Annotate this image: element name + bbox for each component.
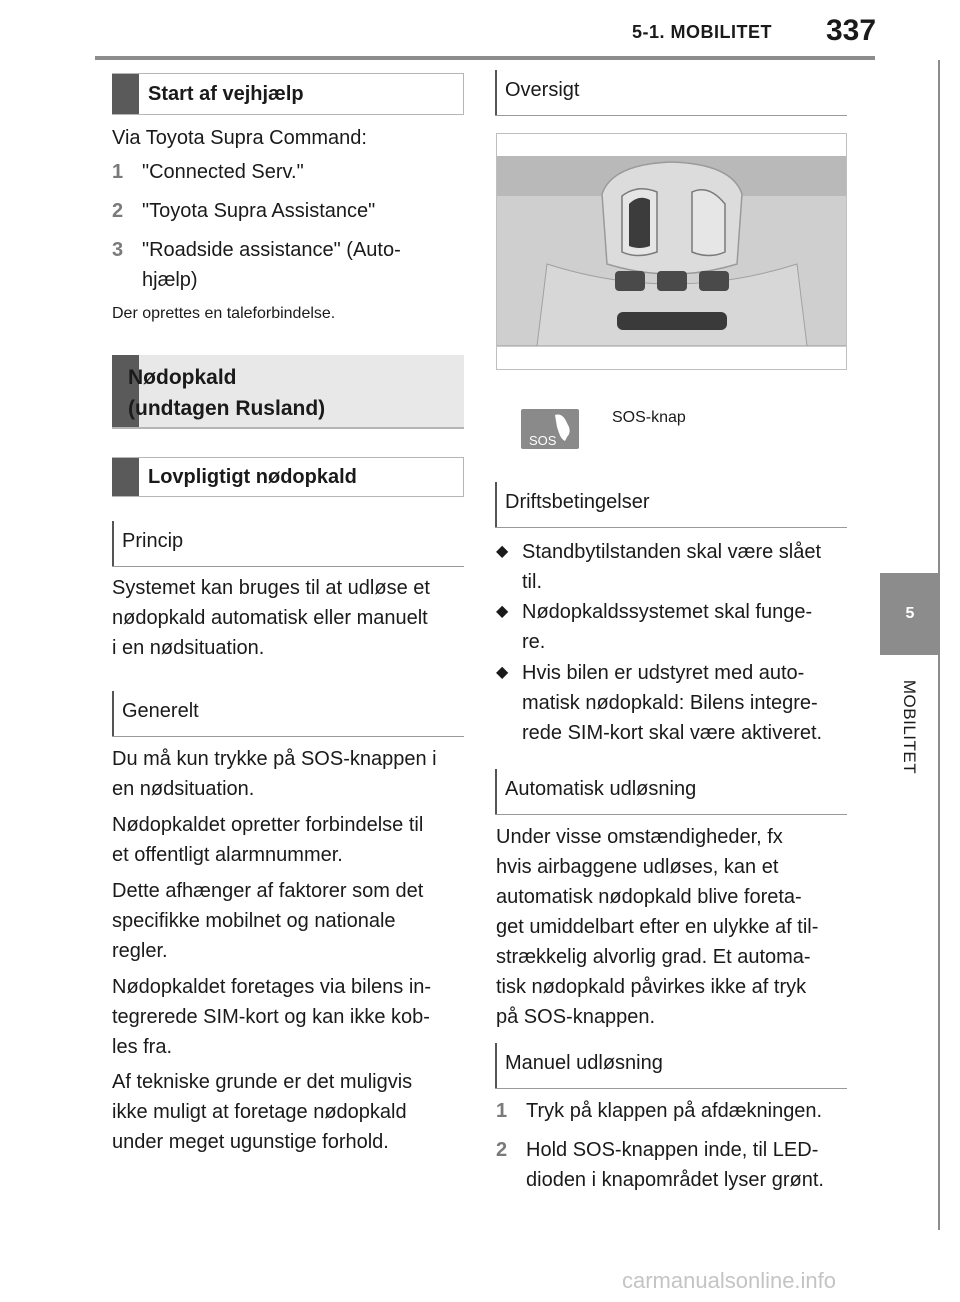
step-3-cont: hjælp) xyxy=(142,269,198,291)
condition-bullet-1: ◆ Standbytilstanden skal være slået til. xyxy=(496,541,822,593)
overhead-console-illustration xyxy=(496,133,847,370)
sos-button-icon xyxy=(521,409,579,449)
general-para-5: Af tekniske grunde er det muligvis ikke muligt at foretage nødopkald under meget ugunstige forhold. xyxy=(112,1071,413,1153)
general-para-2: Nødopkaldet opretter forbindelse til et offentligt alarmnummer. xyxy=(112,814,424,866)
step-1: 1 "Connected Serv." xyxy=(112,161,304,183)
chapter-tab: 5 xyxy=(880,573,940,655)
page-number: 337 xyxy=(826,14,877,47)
watermark: carmanualsonline.info xyxy=(622,1268,837,1293)
heading-emergency-call: Nødopkald (undtagen Rusland) xyxy=(112,355,464,429)
automatic-trigger-text: Under visse omstændigheder, fx hvis airbaggene udløses, kan et automatisk nødopkald blive foreta- get umiddelbart efter en ulykke af til- strækkelig alvorlig grad. Et automa- tisk nødopkald påvirkes ikke af tryk på SOS-knappen. xyxy=(496,826,819,1028)
heading-automatic-trigger: Automatisk udløsning xyxy=(495,769,847,815)
step-2: 2 "Toyota Supra Assistance" xyxy=(112,200,376,222)
condition-bullet-2: ◆ Nødopkaldssystemet skal funge- re. xyxy=(496,601,813,653)
connection-note: Der oprettes en taleforbindelse. xyxy=(112,305,336,322)
manual-step-1: 1 Tryk på klappen på afdækningen. xyxy=(496,1100,823,1122)
heading-general: Generelt xyxy=(112,691,464,737)
general-para-4: Nødopkaldet foretages via bilens in- tegrerede SIM-kort og kan ikke kob- les fra. xyxy=(112,976,432,1058)
chapter-label: MOBILITET xyxy=(900,679,919,775)
section-title: 5-1. MOBILITET xyxy=(632,22,773,42)
heading-start-roadside: Start af vejhjælp xyxy=(112,73,464,115)
svg-text:SOS: SOS xyxy=(529,433,557,448)
manual-step-2-cont: dioden i knapområdet lyser grønt. xyxy=(526,1169,824,1191)
heading-operating-conditions: Driftsbetingelser xyxy=(495,482,847,528)
heading-principle: Princip xyxy=(112,521,464,567)
heading-legal-call: Lovpligtigt nødopkald xyxy=(112,457,464,497)
sos-button-label: SOS-knap xyxy=(612,409,686,426)
principle-text: Systemet kan bruges til at udløse et nødopkald automatisk eller manuelt i en nødsituation. xyxy=(112,577,430,659)
general-para-3: Dette afhænger af faktorer som det specifikke mobilnet og nationale regler. xyxy=(112,880,424,962)
via-command-text: Via Toyota Supra Command: xyxy=(112,127,367,149)
manual-step-2: 2 Hold SOS-knappen inde, til LED- xyxy=(496,1139,819,1161)
step-3: 3 "Roadside assistance" (Auto- xyxy=(112,239,401,261)
condition-bullet-3: ◆ Hvis bilen er udstyret med auto- matisk nødopkald: Bilens integre- rede SIM-kort skal være aktiveret. xyxy=(496,662,823,744)
heading-manual-trigger: Manuel udløsning xyxy=(495,1043,847,1089)
header-rule xyxy=(95,56,875,60)
general-para-1: Du må kun trykke på SOS-knappen i en nødsituation. xyxy=(112,748,437,800)
heading-overview: Oversigt xyxy=(495,70,847,116)
